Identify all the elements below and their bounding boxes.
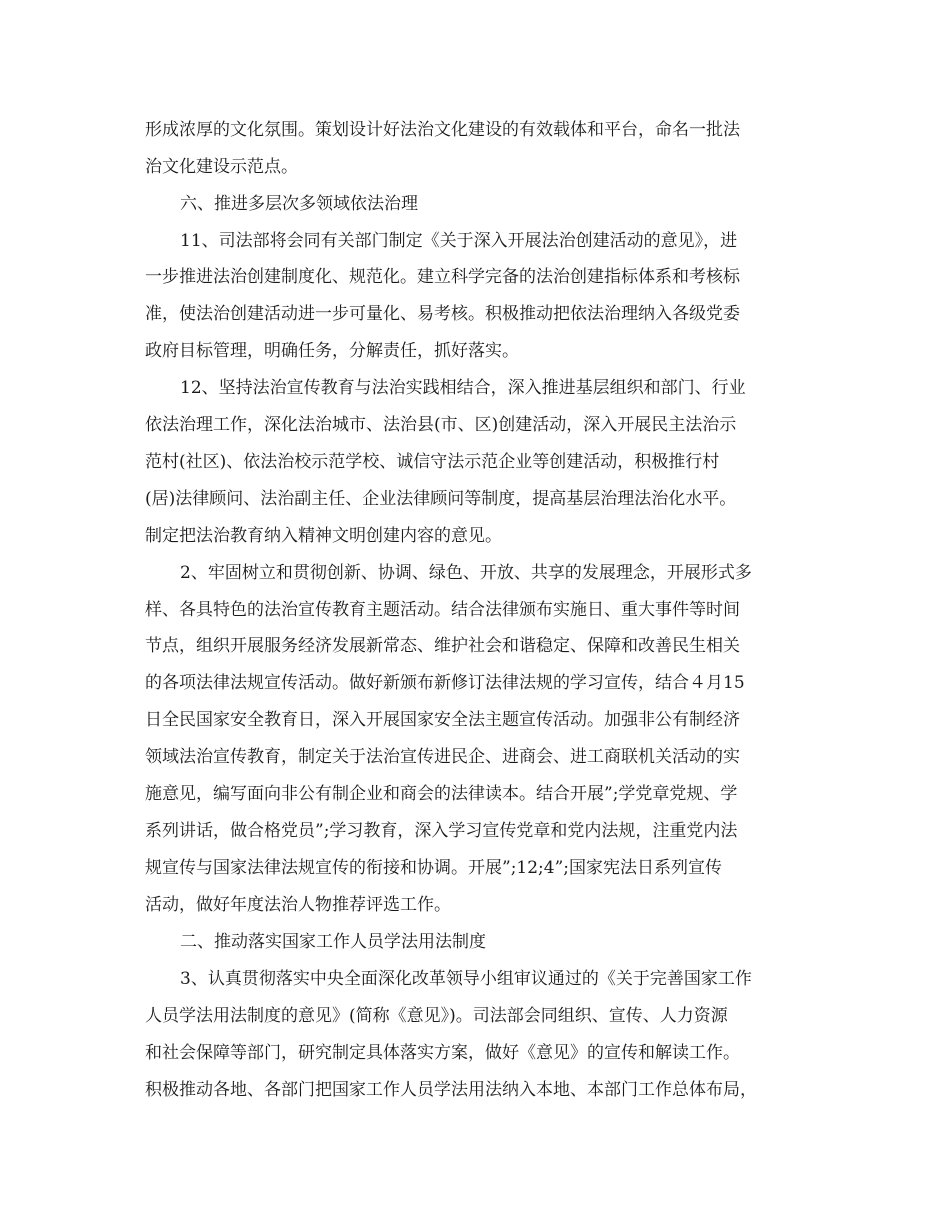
text-line: 样、各具特色的法治宣传教育主题活动。结合法律颁布实施日、重大事件等时间: [145, 600, 740, 620]
text-line: 规宣传与国家法律法规宣传的衔接和协调。开展”;12;4”;国家宪法日系列宣传: [145, 858, 723, 878]
text-line: 准，使法治创建活动进一步可量化、易考核。积极推动把依法治理纳入各级党委: [145, 304, 740, 324]
text-line: 依法治理工作，深化法治城市、法治县(市、区)创建活动，深入开展民主法治示: [145, 415, 737, 435]
text-line: 一步推进法治创建制度化、规范化。建立科学完备的法治创建指标体系和考核标: [145, 267, 740, 287]
text-line: 人员学法用法制度的意见》(简称《意见》)。司法部会同组织、宣传、人力资源: [145, 1006, 728, 1026]
text-line: 治文化建设示范点。: [145, 157, 298, 177]
text-line: 施意见，编写面向非公有制企业和商会的法律读本。结合开展”;学党章党规、学: [145, 784, 738, 804]
text-line: 3、认真贯彻落实中央全面深化改革领导小组审议通过的《关于完善国家工作: [180, 969, 752, 989]
text-line: 形成浓厚的文化氛围。策划设计好法治文化建设的有效载体和平台，命名一批法: [145, 120, 740, 140]
text-line: 系列讲话，做合格党员”;学习教育，深入学习宣传党章和党内法规，注重党内法: [145, 821, 738, 841]
text-line: 12、坚持法治宣传教育与法治实践相结合，深入推进基层组织和部门、行业: [180, 378, 746, 398]
text-line: 政府目标管理，明确任务，分解责任，抓好落实。: [145, 341, 519, 361]
text-line: 和社会保障等部门，研究制定具体落实方案，做好《意见》的宣传和解读工作。: [145, 1043, 740, 1063]
text-line: 节点，组织开展服务经济发展新常态、维护社会和谐稳定、保障和改善民生相关: [145, 636, 740, 656]
text-line: 活动，做好年度法治人物推荐评选工作。: [145, 895, 451, 915]
text-line: 11、司法部将会同有关部门制定《关于深入开展法治创建活动的意见》，进: [180, 231, 738, 251]
text-line: 制定把法治教育纳入精神文明创建内容的意见。: [145, 526, 502, 546]
text-line: 领域法治宣传教育，制定关于法治宣传进民企、进商会、进工商联机关活动的实: [145, 747, 740, 767]
text-line: 日全民国家安全教育日，深入开展国家安全法主题宣传活动。加强非公有制经济: [145, 710, 740, 730]
section-heading: 二、推动落实国家工作人员学法用法制度: [180, 932, 486, 952]
text-line: (居)法律顾问、法治副主任、企业法律顾问等制度，提高基层治理法治化水平。: [145, 489, 737, 509]
text-line: 的各项法律法规宣传活动。做好新颁布新修订法律法规的学习宣传，结合４月15: [145, 673, 745, 693]
text-line: 2、牢固树立和贯彻创新、协调、绿色、开放、共享的发展理念，开展形式多: [180, 563, 752, 583]
section-heading: 六、推进多层次多领域依法治理: [180, 194, 418, 214]
text-line: 积极推动各地、各部门把国家工作人员学法用法纳入本地、本部门工作总体布局，: [145, 1080, 757, 1100]
text-line: 范村(社区)、依法治校示范学校、诚信守法示范企业等创建活动，积极推行村: [145, 452, 720, 472]
